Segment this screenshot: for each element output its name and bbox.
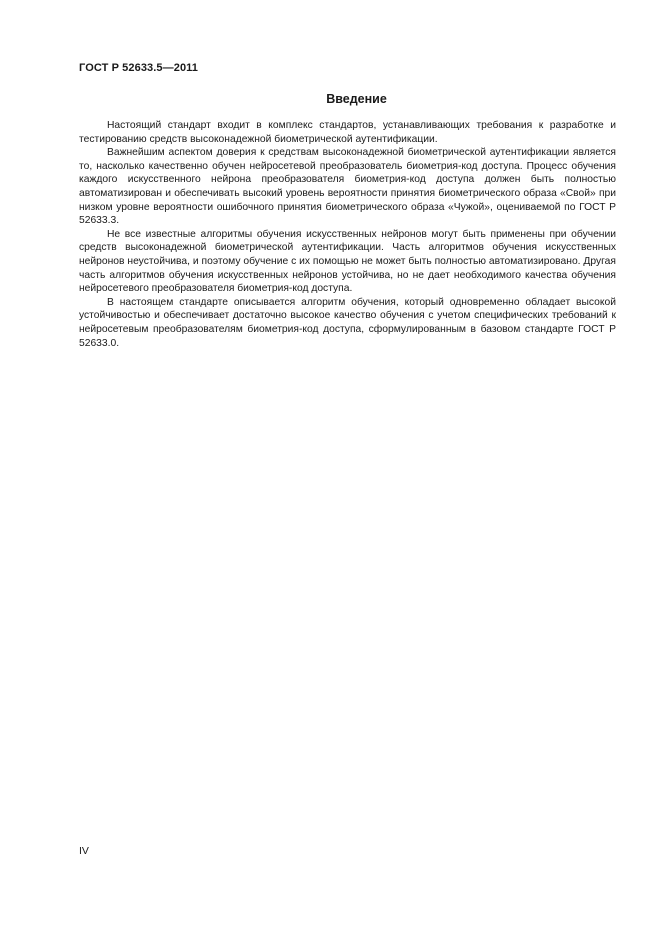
section-title: Введение xyxy=(326,92,387,106)
paragraph-1: Настоящий стандарт входит в комплекс стандартов, устанавливающих требования к разработке и тестированию средств высоконадежной биометрической аутентификации. xyxy=(79,120,616,145)
page-number: IV xyxy=(79,845,89,857)
document-code-header: ГОСТ Р 52633.5—2011 xyxy=(79,62,199,74)
section-body xyxy=(79,119,616,350)
paragraph-2: Важнейшим аспектом доверия к средствам высоконадежной биометрической аутентификации является то, насколько качественно обучен нейросетевой преобразователь биометрия-код доступа. Процесс обучения каждого искусственного нейрона преобразователя биометрия-код доступа должен быть полностью автоматизирован и обеспечивать высокий уровень вероятности принятия биометрического образа «Свой» при низком уровне вероятности ошибочного принятия биометрического образа «Чужой», оцениваемой по ГОСТ Р 52633.3. xyxy=(79,147,616,227)
paragraph-3: Не все известные алгоритмы обучения искусственных нейронов могут быть применены при обучении средств высоконадежной биометрической аутентификации. Часть алгоритмов обучения искусственных нейронов неустойчива, и поэтому обучение с их помощью не может быть полностью автоматизировано. Другая часть алгоритмов обучения искусственных нейронов устойчива, но не дает необходимого качества обучения нейросетевого преобразователя биометрия-код доступа. xyxy=(79,228,616,295)
paragraph-4: В настоящем стандарте описывается алгоритм обучения, который одновременно обладает высокой устойчивостью и обеспечивает достаточно высокое качество обучения с учетом специфических требований к нейросетевым преобразователям биометрия-код доступа, сформулированным в базовом стандарте ГОСТ Р 52633.0. xyxy=(79,296,616,349)
